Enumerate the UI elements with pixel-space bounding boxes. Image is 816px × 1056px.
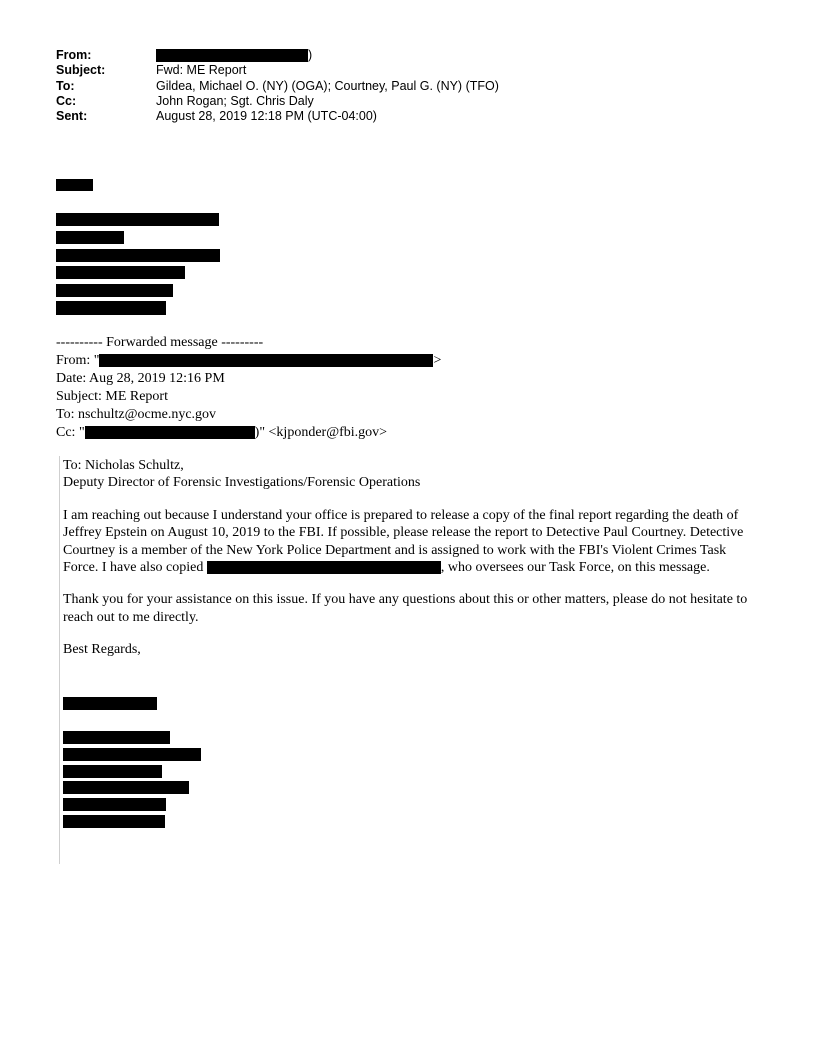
header-to-row <box>56 79 499 94</box>
redaction-bar <box>63 798 166 811</box>
closing-line: Best Regards, <box>63 642 141 658</box>
email-header <box>56 48 499 124</box>
to-value: Gildea, Michael O. (NY) (OGA); Courtney, Paul G. (NY) (TFO) <box>156 78 499 93</box>
header-sent-row <box>56 109 499 124</box>
cc-value: John Rogan; Sgt. Chris Daly <box>156 93 314 108</box>
redaction-bar <box>63 765 162 778</box>
redaction-bar <box>63 697 157 710</box>
redaction-bar <box>85 426 255 439</box>
header-cc-row <box>56 94 499 109</box>
header-subject-row <box>56 63 499 78</box>
quote-border <box>59 456 60 864</box>
forwarded-subject: Subject: ME Report <box>56 389 168 404</box>
redaction-bar <box>56 284 173 297</box>
forwarded-headers <box>56 334 441 442</box>
sent-value: August 28, 2019 12:18 PM (UTC-04:00) <box>156 109 377 124</box>
redaction-bar <box>63 731 170 744</box>
redaction-bar <box>56 213 219 226</box>
salutation-title: Deputy Director of Forensic Investigations/Forensic Operations <box>63 475 421 491</box>
redaction-bar <box>63 748 201 761</box>
subject-value: Fwd: ME Report <box>156 63 247 78</box>
to-label: To: <box>56 78 75 93</box>
redaction-bar <box>56 231 124 244</box>
from-value: ) <box>156 48 312 63</box>
message-paragraph: Thank you for your assistance on this issue. If you have any questions about this or other matters, please do not hesitate to reach out to me directly. <box>63 592 748 625</box>
redaction-bar <box>99 354 433 367</box>
sent-label: Sent: <box>56 109 88 124</box>
forwarded-date: Date: Aug 28, 2019 12:16 PM <box>56 371 225 386</box>
redaction-bar <box>56 266 185 279</box>
redaction-bar <box>207 561 441 574</box>
redaction-bar <box>56 179 93 191</box>
salutation-line: To: Nicholas Schultz, <box>63 458 184 473</box>
forwarded-to: To: nschultz@ocme.nyc.gov <box>56 407 217 422</box>
message-paragraph: I am reaching out because I understand your office is prepared to release a copy of the final report regarding the death of Jeffrey Epstein on August 10, 2019 to the FBI. If possible, please release the report to Detective Paul Courtney. Detective Courtney is a member of the New York Police Department and is assigned to work with the FBI's Violent Crimes Task Force. I have also copied , who oversees our Task Force, on this message. <box>63 507 744 576</box>
redaction-bar <box>56 249 220 262</box>
header-from-row <box>56 48 499 63</box>
forwarded-cc: Cc: " )" <kjponder@fbi.gov> <box>56 425 388 440</box>
subject-label: Subject: <box>56 63 106 78</box>
redaction-bar <box>63 815 165 828</box>
from-label: From: <box>56 48 92 62</box>
message-body <box>63 457 763 659</box>
redaction-bar <box>156 49 308 62</box>
forwarded-divider: ---------- Forwarded message --------- <box>56 335 264 350</box>
forwarded-from: From: " > <box>56 353 442 368</box>
redaction-bar <box>56 301 166 315</box>
cc-label: Cc: <box>56 93 77 108</box>
redaction-bar <box>63 781 189 794</box>
